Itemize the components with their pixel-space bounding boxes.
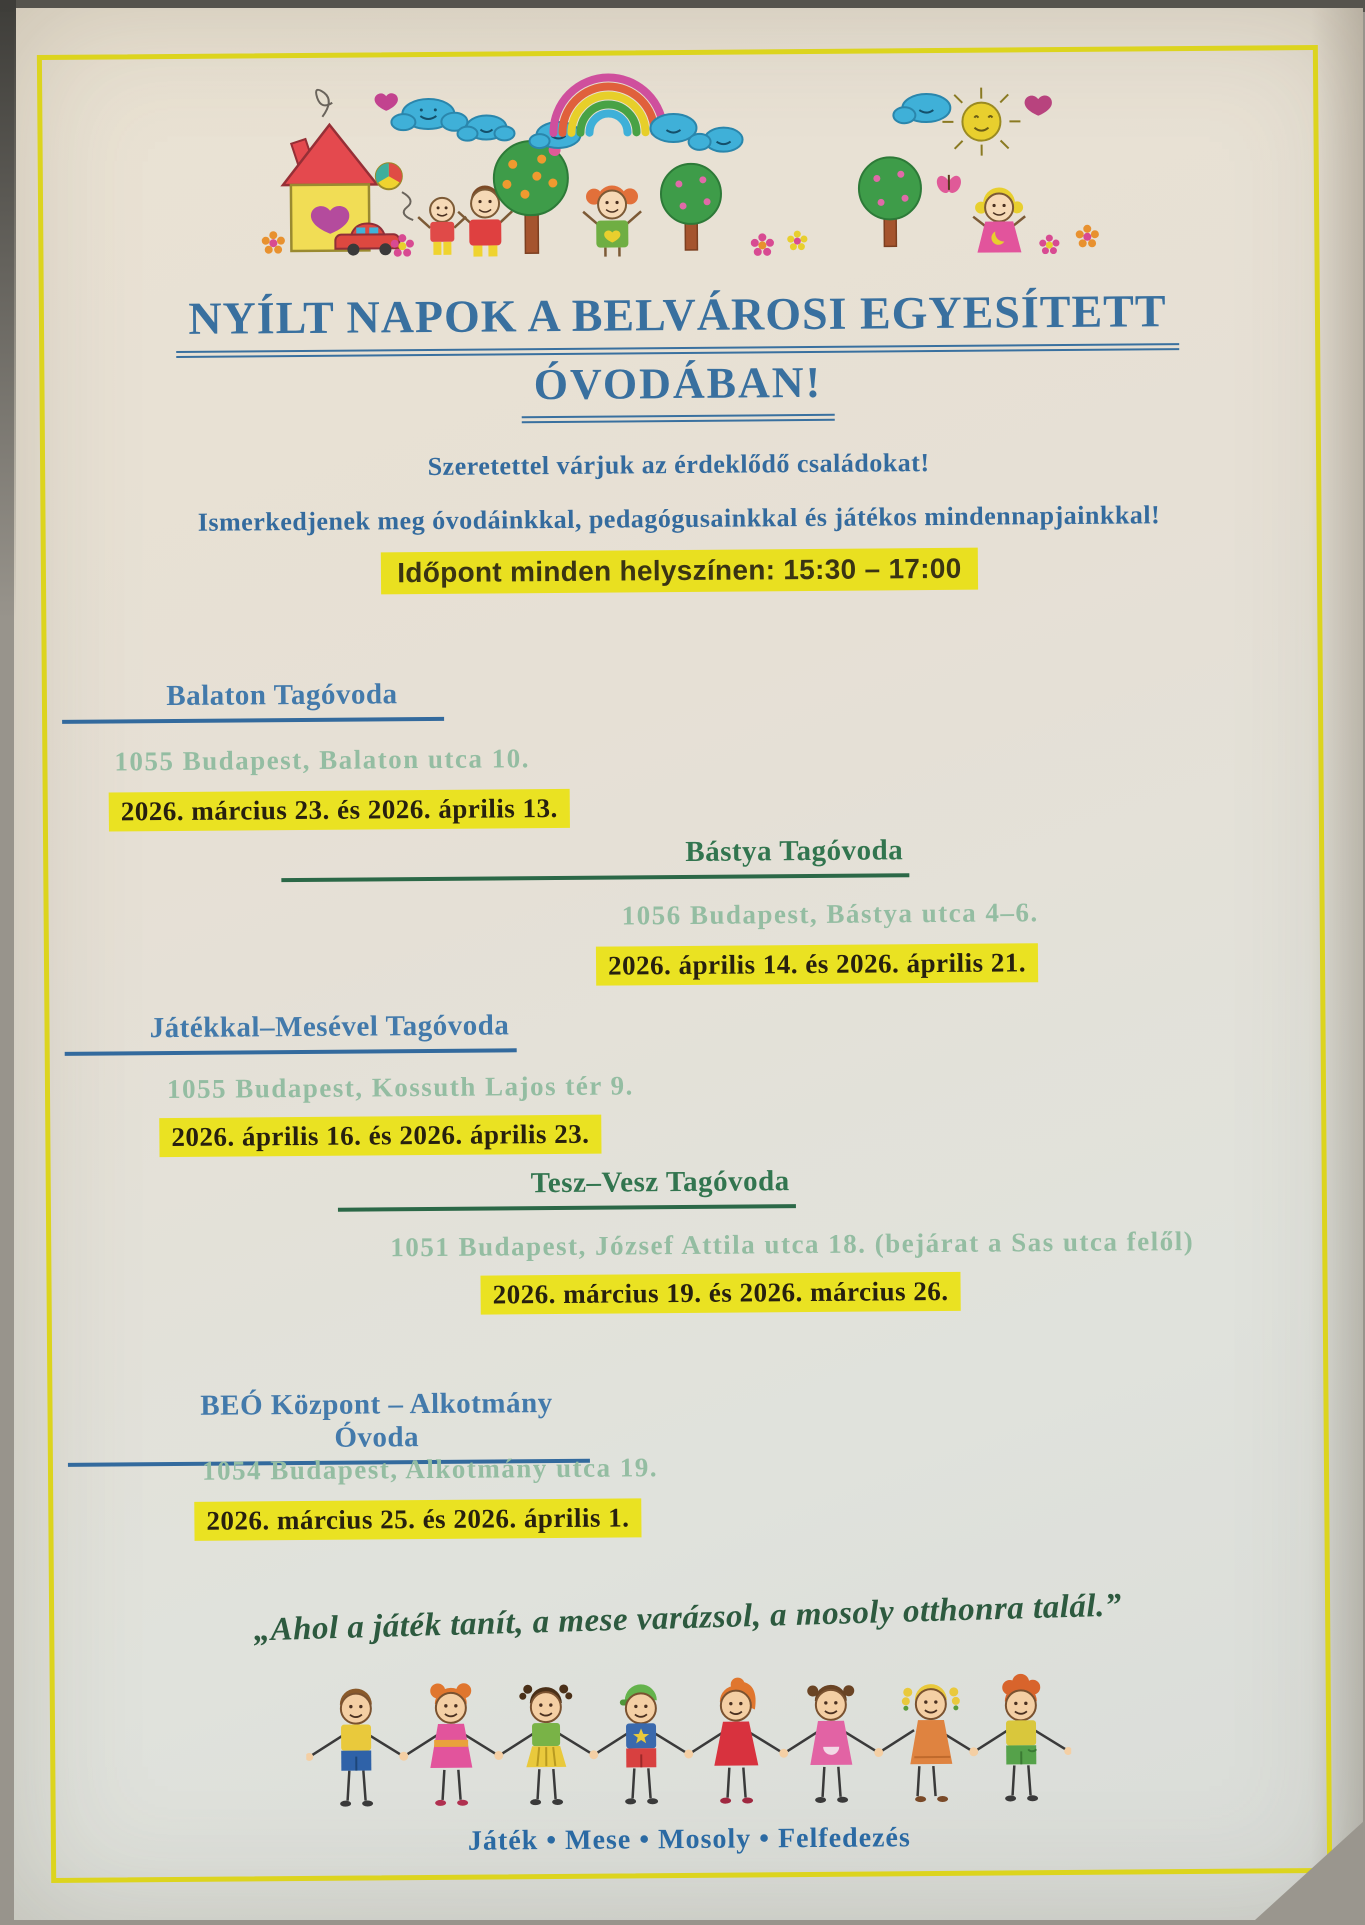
- section-heading-beo-kozpont: BEÓ Központ – Alkotmány Óvoda: [67, 1387, 590, 1467]
- title-text: ÓVODÁBAN!: [522, 357, 835, 423]
- section-dates-beo-kozpont: 2026. március 25. és 2026. április 1.: [194, 1498, 641, 1541]
- children-drawing-scene: [235, 59, 1117, 261]
- section-heading-balaton: Balaton Tagóvoda: [62, 678, 444, 724]
- kid-girl-pink-pigtails: [807, 1685, 855, 1803]
- section-dates-jatekkal-mesevel: 2026. április 16. és 2026. április 23.: [159, 1115, 601, 1157]
- smoke-spiral: [316, 90, 332, 117]
- section-address-tesz-vesz: 1051 Budapest, József Attila utca 18. (bejárat a Sas utca felől): [390, 1225, 1195, 1263]
- limbs: [309, 1729, 1068, 1801]
- kid-boy-yellow-blue: [339, 1688, 373, 1806]
- page-title-line1: [0, 283, 1360, 360]
- title-text: NYÍLT NAPOK A BELVÁROSI EGYESÍTETT: [176, 284, 1179, 358]
- child-figure: [418, 198, 466, 255]
- orange-tree: [493, 141, 568, 254]
- kid-girl-orange-braids: [902, 1684, 961, 1802]
- bottom-illustration: [6, 1657, 1365, 1823]
- ball: [375, 163, 401, 189]
- section-dates-tesz-vesz: 2026. március 19. és 2026. március 26.: [480, 1272, 960, 1315]
- time-banner-text: Időpont minden helyszínen: 15:30 – 17:00: [381, 548, 978, 595]
- kid-girl-green-yellow: [519, 1684, 573, 1805]
- section-heading-tesz-vesz: Tesz–Vesz Tagóvoda: [338, 1165, 796, 1212]
- smiling-clouds: [391, 98, 514, 141]
- heart: [1024, 95, 1051, 115]
- heart-tree: [858, 157, 921, 246]
- squiggle: [401, 192, 412, 220]
- kid-girl-pink-orange-buns: [430, 1683, 473, 1806]
- section-dates-bastya: 2026. április 14. és 2026. április 21.: [596, 943, 1038, 985]
- heart: [374, 93, 397, 111]
- section-dates-balaton: 2026. március 23. és 2026. április 13.: [109, 789, 570, 832]
- heart-tree: [660, 164, 721, 250]
- hands: [306, 1746, 1072, 1761]
- girl-figure: [582, 185, 641, 256]
- quote: „Ahol a játék tanít, a mese varázsol, a mosoly otthonra talál.”: [253, 1587, 1123, 1649]
- kid-boy-yellow-green: [1002, 1674, 1041, 1802]
- butterfly: [934, 174, 964, 196]
- subtitle-welcome: Szeretettel várjuk az érdeklődő családokat!: [427, 448, 930, 481]
- smiling-clouds: [650, 114, 742, 153]
- sun: [942, 87, 1021, 156]
- page-title-line2: [0, 353, 1361, 428]
- section-address-jatekkal-mesevel: 1055 Budapest, Kossuth Lajos tér 9.: [166, 1070, 634, 1105]
- section-heading-bastya: Bástya Tagóvoda: [281, 834, 909, 882]
- smiling-cloud: [893, 94, 950, 123]
- rainbow: [553, 77, 663, 133]
- top-illustration: [0, 57, 1359, 268]
- subtitle-invite: Ismerkedjenek meg óvodáinkkal, pedagógusainkkal és játékos mindennapjainkkal!: [197, 500, 1161, 537]
- girl-figure: [972, 187, 1025, 252]
- kid-boy-cap-star: [620, 1684, 658, 1804]
- section-heading-jatekkal-mesevel: Játékkal–Mesével Tagóvoda: [64, 1009, 516, 1056]
- kid-girl-red-ponytail: [714, 1677, 759, 1803]
- footer-motto: Játék • Mese • Mosoly • Felfedezés: [467, 1822, 911, 1857]
- section-address-beo-kozpont: 1054 Budapest, Alkotmány utca 19.: [201, 1452, 659, 1486]
- kids-holding-hands-illustration: [306, 1659, 1072, 1815]
- section-address-balaton: 1055 Budapest, Balaton utca 10.: [114, 743, 531, 777]
- section-address-bastya: 1056 Budapest, Bástya utca 4–6.: [621, 897, 1039, 931]
